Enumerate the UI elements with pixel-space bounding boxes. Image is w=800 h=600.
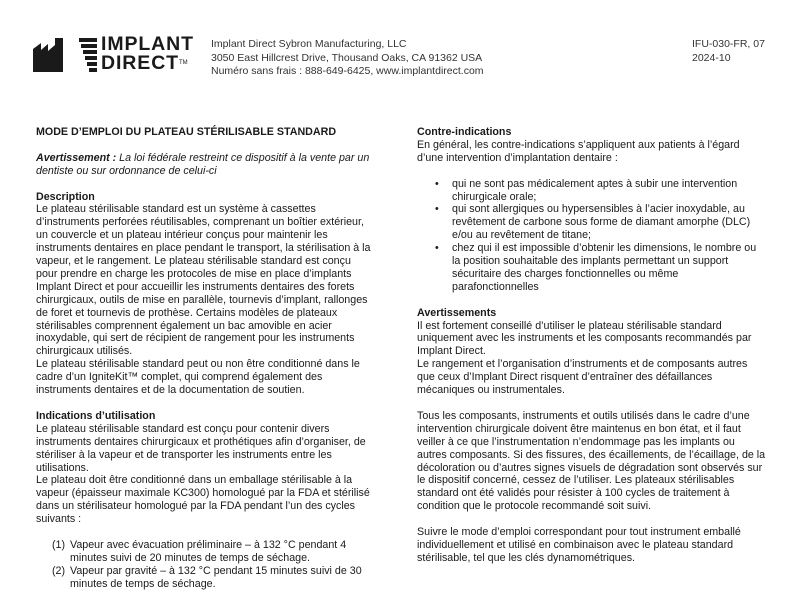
list-number: (1) [52,538,66,551]
description-paragraph-2: Le plateau stérilisable standard peut ou non être conditionné dans le cadre d’un IgniteKit™ complet, qui comprend également des instruments dentaires et de la documentation de soutien. [36,358,360,397]
list-number: (2) [52,564,66,577]
list-item [36,565,374,591]
contraindications-list [417,178,767,294]
list-text: qui sont allergiques ou hypersensibles à l’acier inoxydable, au revêtement de carbone sous forme de diamant amorphe (DLC) e/ou au revêtement de titane; [452,203,751,242]
list-text: Vapeur avec évacuation préliminaire – à 132 °C pendant 4 minutes suivi de 20 minutes de temps de séchage. [70,538,347,564]
logo-tm: TM [178,60,188,66]
implant-direct-logo [101,35,194,73]
warnings-paragraph-3: Tous les composants, instruments et outils utilisés dans le cadre d’une intervention chirurgicale doivent être maintenus en bon état, et il faut veiller à ce que l’instrumentation n’endommage pas les implants ou autres composants. Si des fissures, des écaillements, de l’écaillage, de la décoloration ou d’autres signes visuels de dégradation sont observés sur le dispositif concerné, cessez de l’utiliser. Les plateaux stérilisables standard ont été validés pour résister à 100 cycles de traitement à condition que le protocole recommandé soit suivi. [417,409,766,513]
company-phone-web: Numéro sans frais : 888-649-6425, www.implantdirect.com [211,65,484,77]
document-title: MODE D’EMPLOI DU PLATEAU STÉRILISABLE STANDARD [36,126,337,138]
document-header [0,0,800,100]
warning-paragraph [36,152,374,178]
company-name: Implant Direct Sybron Manufacturing, LLC [211,38,407,50]
warnings-heading: Avertissements [417,306,497,319]
list-item [36,539,374,565]
list-text: chez qui il est impossible d’obtenir les dimensions, le nombre ou la position souhaitable des implants permettant un support sécuritaire des charges fonctionnelles ou même parafonctionnelles [452,242,757,293]
right-column [417,126,767,565]
company-address [211,38,484,79]
indications-paragraph-2: Le plateau doit être conditionné dans un emballage stérilisable à la vapeur (épaisseur maximale KC300) homologué par la FDA et stérilisé dans un stérilisateur homologué par la FDA pendant l’un des cycles suivants : [36,474,370,526]
warnings-paragraph-2: Le rangement et l’organisation d’instruments et de composants autres que ceux d’Implant Direct risquent d’entraîner des défaillances mécaniques ou instrumentales. [417,358,748,397]
logo-line-1: IMPLANT [101,33,194,55]
list-item [417,242,767,294]
list-item [417,178,767,204]
left-column [36,126,374,591]
implant-direct-logo-mark [79,38,97,72]
list-item [417,203,767,242]
warnings-paragraph-1: Il est fortement conseillé d’utiliser le plateau stérilisable standard uniquement avec les instruments et les composants recommandés par Implant Direct. [417,319,752,358]
list-text: Vapeur par gravité – à 132 °C pendant 15 minutes suivi de 30 minutes de temps de séchage. [70,564,362,590]
company-street: 3050 East Hillcrest Drive, Thousand Oaks, CA 91362 USA [211,51,483,64]
factory-icon [33,38,67,72]
logo-line-2: DIRECT™ [101,52,188,74]
indications-heading: Indications d’utilisation [36,409,156,422]
warning-label: Avertissement : [36,151,117,164]
bullet: • [435,177,439,190]
doc-date: 2024-10 [692,51,731,64]
document-reference [692,38,765,65]
indications-paragraph-1: Le plateau stérilisable standard est conçu pour contenir divers instruments dentaires chirurgicaux et prothétiques afin d’organiser, de stériliser à la vapeur et de transporter les instruments entre les utilisations. [36,422,366,474]
bullet: • [435,242,439,255]
bullet: • [435,203,439,216]
contraindications-heading: Contre-indications [417,126,512,138]
contraindications-intro: En général, les contre-indications s’appliquent aux patients à l’égard d’une intervention d’implantation dentaire : [417,138,740,164]
warnings-paragraph-4: Suivre le mode d’emploi correspondant pour tout instrument emballé individuellement et utilisé en combinaison avec le plateau standard stérilisable, tel que les clés dynamométriques. [417,526,741,564]
warning-text: La loi fédérale restreint ce dispositif à la vente par un dentiste ou sur ordonnance de celui-ci [36,151,370,177]
description-paragraph-1: Le plateau stérilisable standard est un système à cassettes d’instruments perforées réutilisables, comprenant un boîtier extérieur, un couvercle et un plateau intérieur conçus pour maintenir les instruments dentaires en place pendant le transport, la stérilisation à la vapeur, et le rangement. Le plateau stérilisable standard est conçu pour prendre en charge les protocoles de mise en place d’implants Implant Direct et pour accueillir les instruments dentaires des forets chirurgicaux, outils de mise en parallèle, tournevis d’implant, rallonges de foret et tournevis de prothèse. Certains modèles de plateaux stérilisables comprennent également un bac amovible en acier inoxydable, qui sert de récipient de rangement pour les instruments chirurgicaux utilisés. [36,203,371,358]
doc-code: IFU-030-FR, 07 [692,38,765,50]
description-heading: Description [36,190,95,203]
list-text: qui ne sont pas médicalement aptes à subir une intervention chirurgicale orale; [452,177,738,203]
sterilization-cycles [36,539,374,591]
